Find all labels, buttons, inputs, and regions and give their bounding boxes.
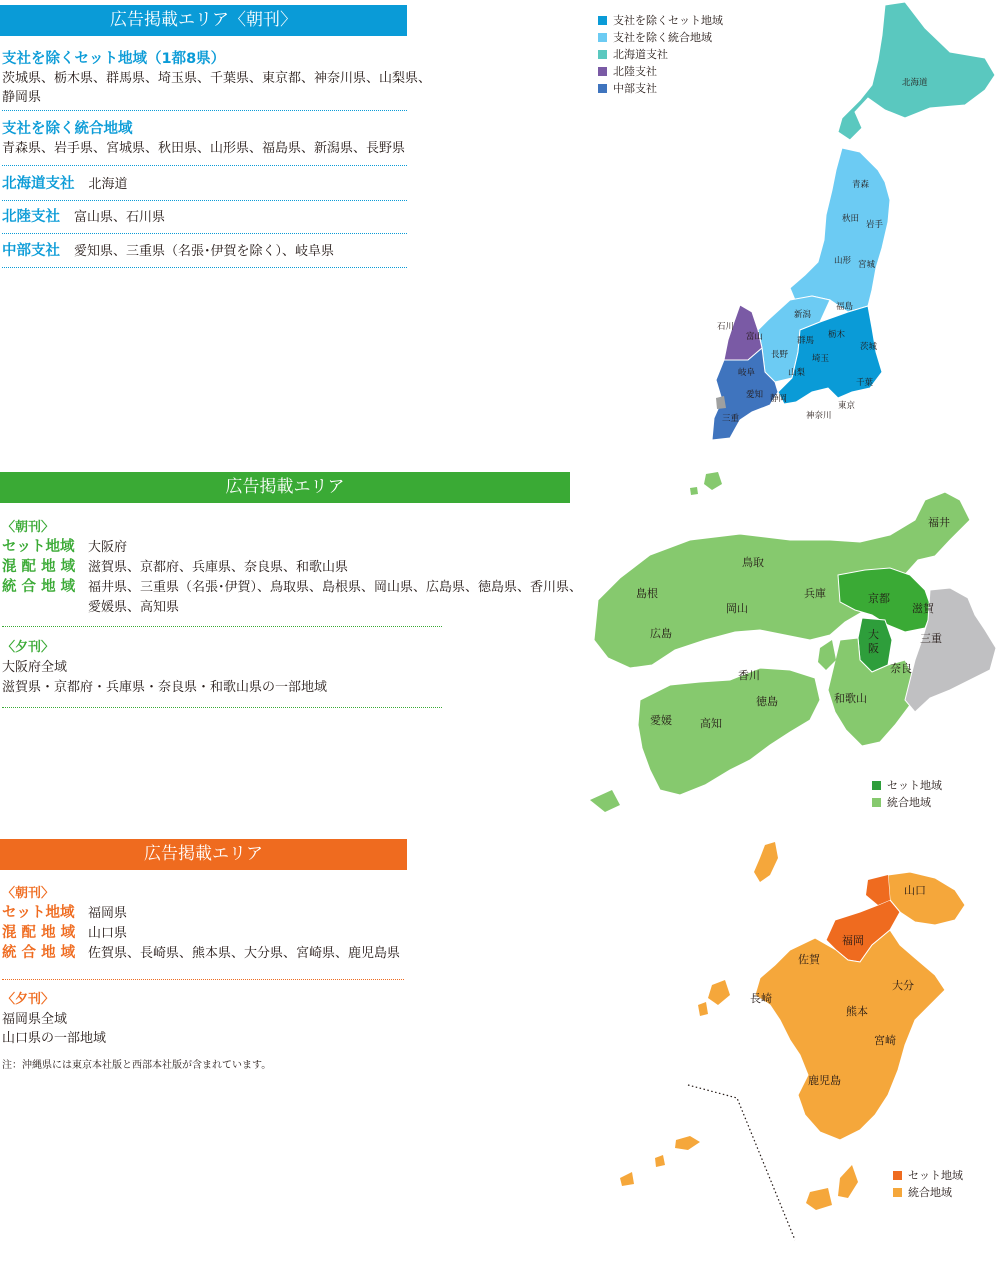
map-label: 滋賀 [912,602,934,615]
map-label: 愛媛 [650,714,672,727]
map-label: 岩手 [866,220,884,230]
map-label: 愛知 [746,390,764,400]
kansai-mix-text: 滋賀県、京都府、兵庫県、奈良県、和歌山県 [88,560,349,575]
map-label: 京都 [868,592,890,605]
map-label: 東京 [838,401,856,411]
kansai-mix-label: 混 配 地 域 [2,559,76,575]
map-label: 高知 [700,717,722,730]
map-label: 福岡 [842,934,864,947]
map-label: 三重 [722,414,740,424]
kansai-evening-1: 大阪府全域 [2,660,68,675]
map-label: 山形 [834,256,852,266]
kyushu-evening-1: 福岡県全域 [2,1012,68,1027]
map-label: 宮崎 [874,1034,896,1047]
east-row-4-text: 富山県、石川県 [74,210,166,225]
map-label: 栃木 [828,330,846,340]
kyushu-int-text: 佐賀県、長崎県、熊本県、大分県、宮崎県、鹿児島県 [88,946,401,961]
map-label: 熊本 [846,1005,868,1018]
map-label: 富山 [746,332,764,342]
map-label: 長崎 [750,992,772,1005]
kansai-morning-label: 〈朝刊〉 [2,520,55,535]
kyushu-mix-label: 混 配 地 域 [2,925,76,941]
east-row-1-text: 茨城県、栃木県、群馬県、埼玉県、千葉県、東京都、神奈川県、山梨県、 [2,71,432,86]
legend-swatch [893,1171,902,1180]
legend-label: 支社を除く統合地域 [613,31,712,44]
map-label: 茨城 [860,342,878,352]
legend-label: 統合地域 [908,1186,952,1199]
map-label: 神奈川 [806,411,832,421]
map-label: 埼玉 [812,354,830,364]
map-label: 長野 [771,350,789,360]
legend-label: 統合地域 [887,796,931,809]
kansai-evening-2: 滋賀県・京都府・兵庫県・奈良県・和歌山県の一部地域 [2,680,328,695]
east-row-3-title: 北海道支社 [2,176,75,192]
map-label: 青森 [852,180,870,190]
kansai-int-label: 統 合 地 域 [2,579,76,595]
kansai-evening-label: 〈夕刊〉 [2,640,55,655]
east-banner: 広告掲載エリア〈朝刊〉 [0,5,407,36]
legend-item [893,1167,963,1184]
kyushu-int-label: 統 合 地 域 [2,945,76,961]
map-label: 静岡 [770,394,788,404]
map-label: 佐賀 [798,953,820,966]
map-label: 宮城 [858,260,876,270]
map-label: 岡山 [726,602,748,615]
east-row-1-text2: 静岡県 [2,90,42,105]
map-label: 福井 [928,516,950,529]
kyushu-morning-label: 〈朝刊〉 [2,886,55,901]
map-label: 鹿児島 [808,1074,841,1087]
kyushu-mix-text: 山口県 [88,926,128,941]
kansai-banner: 広告掲載エリア [0,472,570,503]
kyushu-evening-2: 山口県の一部地域 [2,1031,107,1046]
kansai-int-text2: 愛媛県、高知県 [88,600,180,615]
map-label: 奈良 [890,662,912,675]
east-row-5-title: 中部支社 [2,243,60,259]
map-label: 山口 [904,884,926,897]
map-label: 島根 [636,587,658,600]
map-label: 新潟 [794,310,812,320]
legend-label: セット地域 [887,779,942,792]
east-row-4-title: 北陸支社 [2,209,60,225]
east-row-3-text: 北海道 [88,177,128,192]
map-label: 鳥取 [742,556,764,569]
map-label: 大阪 [868,628,879,655]
legend-swatch [893,1188,902,1197]
map-label: 香川 [738,669,760,682]
east-row-5-text: 愛知県、三重県（名張･伊賀を除く）、岐阜県 [74,244,335,259]
map-label: 大分 [892,979,914,992]
legend-label: セット地域 [908,1169,963,1182]
kyushu-note: 注：沖縄県には東京本社版と西部本社版が含まれています。 [2,1060,272,1071]
map-label: 山梨 [788,368,806,378]
kyushu-legend [893,1167,963,1201]
map-label: 兵庫 [804,587,826,600]
map-label: 三重 [920,632,942,645]
kansai-set-label: セット地域 [2,539,75,555]
kyushu-set-text: 福岡県 [88,906,128,921]
map-label: 広島 [650,627,672,640]
kansai-set-text: 大阪府 [88,540,128,555]
kyushu-evening-label: 〈夕刊〉 [2,992,55,1007]
east-row-2-title: 支社を除く統合地域 [2,121,133,137]
map-label: 徳島 [756,695,778,708]
kansai-int-text: 福井県、三重県（名張･伊賀）、鳥取県、島根県、岡山県、広島県、徳島県、香川県、 [88,580,583,595]
east-row-1-title: 支社を除くセット地域（1都8県） [2,51,226,67]
legend-label: 北陸支社 [613,65,657,78]
legend-label: 中部支社 [613,82,657,95]
legend-label: 支社を除くセット地域 [613,14,723,27]
legend-item [893,1184,963,1201]
map-label: 群馬 [797,336,815,346]
kyushu-set-label: セット地域 [2,905,75,921]
map-label: 和歌山 [834,692,867,705]
map-label: 岐阜 [738,368,756,378]
kyushu-banner: 広告掲載エリア [0,839,407,870]
map-label: 秋田 [842,214,860,224]
map-label: 千葉 [856,378,874,388]
map-label: 石川 [717,322,735,332]
east-row-2-text: 青森県、岩手県、宮城県、秋田県、山形県、福島県、新潟県、長野県 [2,141,406,156]
legend-label: 北海道支社 [613,48,668,61]
map-label: 福島 [836,302,854,312]
map-label: 北海道 [902,78,928,88]
